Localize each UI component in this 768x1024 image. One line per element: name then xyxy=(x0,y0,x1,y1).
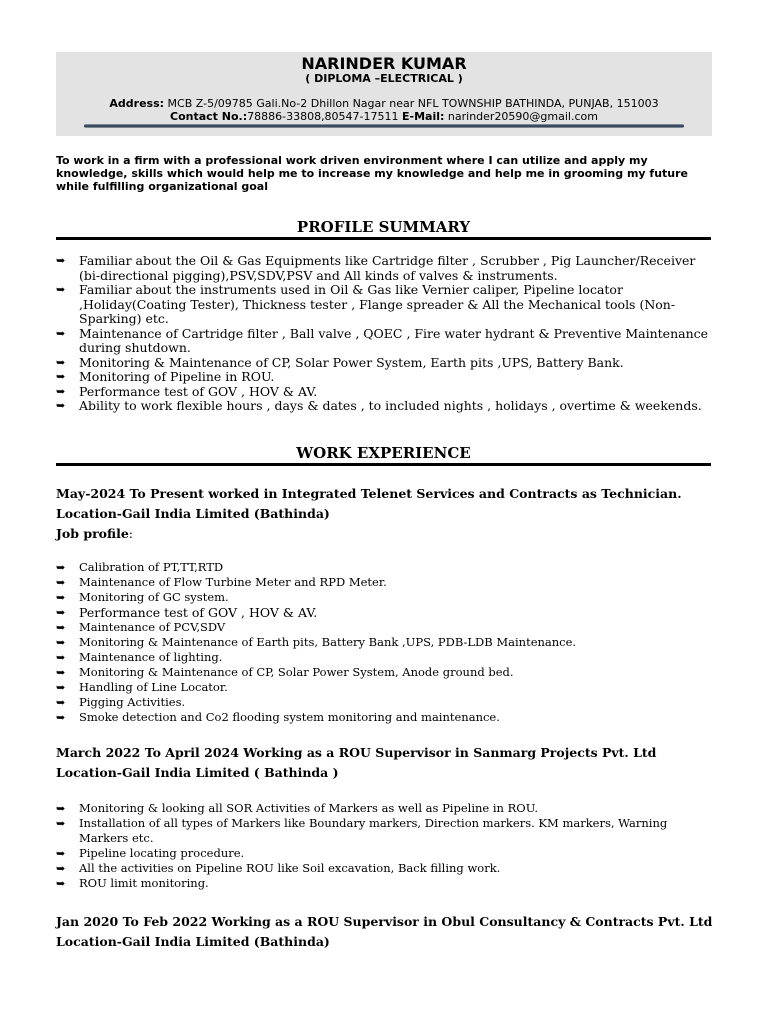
career-objective: To work in a firm with a professional work driven environment where I can utilize and apply my knowledge, skills which would help me to increase my knowledge and help me in grooming my future while fulfilling organizational goal xyxy=(56,154,689,193)
list-item: ➥ Familiar about the instruments used in Oil & Gas like Vernier caliper, Pipeline locator ,Holiday(Coating Tester), Thickness tester , Flange spreader & All the Mechanical tools (Non-Sparking) etc. xyxy=(56,282,676,326)
arrow-bullet-icon: ➥ xyxy=(56,355,66,369)
work-experience-title: WORK EXPERIENCE xyxy=(296,444,471,462)
list-item: ➥ Monitoring & Maintenance of CP, Solar Power System, Anode ground bed. xyxy=(56,665,514,679)
job-title: May-2024 To Present worked in Integrated Telenet Services and Contracts as Technician. xyxy=(56,486,682,501)
list-item: ➥ Maintenance of PCV,SDV xyxy=(56,620,226,634)
list-item: ➥ ROU limit monitoring. xyxy=(56,876,209,890)
arrow-bullet-icon: ➥ xyxy=(56,384,66,398)
header-divider xyxy=(84,124,684,128)
contact-value: 78886-33808,80547-17511 xyxy=(247,110,403,123)
job-title: March 2022 To April 2024 Working as a ROU Supervisor in Sanmarg Projects Pvt. Ltd Location-Gail India Limited ( Bathinda ) xyxy=(56,745,657,780)
job-location: Location-Gail India Limited (Bathinda) xyxy=(56,506,330,521)
arrow-bullet-icon: ➥ xyxy=(56,862,66,875)
arrow-bullet-icon: ➥ xyxy=(56,591,66,604)
arrow-bullet-icon: ➥ xyxy=(56,651,66,664)
list-item: ➥ Maintenance of lighting. xyxy=(56,650,223,664)
email-label: E-Mail: xyxy=(402,110,445,123)
arrow-bullet-icon: ➥ xyxy=(56,576,66,589)
list-item: ➥ Maintenance of Cartridge filter , Ball valve , QOEC , Fire water hydrant & Preventive Maintenance during shutdown. xyxy=(56,325,709,355)
arrow-bullet-icon: ➥ xyxy=(56,283,66,296)
job-1-heading xyxy=(56,484,716,544)
list-item: ➥ Performance test of GOV , HOV & AV. xyxy=(56,383,318,399)
profile-summary-title: PROFILE SUMMARY xyxy=(296,218,471,236)
list-item: ➥ Monitoring of GC system. xyxy=(56,590,229,604)
list-item: ➥ Monitoring & Maintenance of Earth pits, Battery Bank ,UPS, PDB-LDB Maintenance. xyxy=(56,635,577,649)
arrow-bullet-icon: ➥ xyxy=(56,666,66,679)
job-profile-label: Job profile: xyxy=(56,526,134,541)
list-item: ➥ Ability to work flexible hours , days & dates , to included nights , holidays , overtime & weekends. xyxy=(56,398,702,413)
list-item: ➥ Performance test of GOV , HOV & AV. xyxy=(56,605,318,620)
job-location: Location-Gail India Limited (Bathinda) xyxy=(56,934,330,949)
list-item: ➥ Monitoring & looking all SOR Activities of Markers as well as Pipeline in ROU. xyxy=(56,801,538,815)
email-value: narinder20590@gmail.com xyxy=(444,110,598,123)
arrow-bullet-icon: ➥ xyxy=(56,711,66,724)
arrow-bullet-icon: ➥ xyxy=(56,636,66,649)
arrow-bullet-icon: ➥ xyxy=(56,817,66,830)
arrow-bullet-icon: ➥ xyxy=(56,326,66,340)
address-value: MCB Z-5/09785 Gali.No-2 Dhillon Nagar near NFL TOWNSHIP BATHINDA, PUNJAB, 151003 xyxy=(164,97,659,110)
list-item: ➥ Pipeline locating procedure. xyxy=(56,846,245,860)
arrow-bullet-icon: ➥ xyxy=(56,254,66,267)
address-label: Address: xyxy=(109,97,165,110)
contact-label: Contact No.: xyxy=(170,110,248,123)
job-title: Jan 2020 To Feb 2022 Working as a ROU Supervisor in Obul Consultancy & Contracts Pvt. Ltd xyxy=(56,914,713,929)
list-item: ➥ Monitoring of Pipeline in ROU. xyxy=(56,369,275,384)
address-line xyxy=(56,97,712,110)
arrow-bullet-icon: ➥ xyxy=(56,877,66,890)
arrow-bullet-icon: ➥ xyxy=(56,606,66,619)
job-1-duties-list xyxy=(56,560,716,725)
list-item: ➥ Smoke detection and Co2 flooding system monitoring and maintenance. xyxy=(56,710,500,724)
arrow-bullet-icon: ➥ xyxy=(56,621,66,634)
list-item: ➥ Calibration of PT,TT,RTD xyxy=(56,560,224,574)
arrow-bullet-icon: ➥ xyxy=(56,561,66,574)
arrow-bullet-icon: ➥ xyxy=(56,399,66,412)
list-item: ➥ Maintenance of Flow Turbine Meter and RPD Meter. xyxy=(56,575,387,589)
job-2-heading xyxy=(56,743,716,783)
resume-header xyxy=(56,52,712,136)
list-item: ➥ Installation of all types of Markers like Boundary markers, Direction markers. KM markers, Warning Markers etc. xyxy=(56,816,668,845)
qualification: ( DIPLOMA –ELECTRICAL ) xyxy=(305,72,463,85)
arrow-bullet-icon: ➥ xyxy=(56,802,66,815)
job-2-duties-list xyxy=(56,801,716,891)
list-item: ➥ Monitoring & Maintenance of CP, Solar Power System, Earth pits ,UPS, Battery Bank. xyxy=(56,354,624,370)
list-item: ➥ Handling of Line Locator. xyxy=(56,680,228,694)
candidate-name: NARINDER KUMAR xyxy=(301,54,467,73)
list-item: ➥ All the activities on Pipeline ROU like Soil excavation, Back filling work. xyxy=(56,861,501,875)
arrow-bullet-icon: ➥ xyxy=(56,696,66,709)
work-experience-divider xyxy=(56,463,711,466)
profile-summary-list xyxy=(56,254,716,414)
arrow-bullet-icon: ➥ xyxy=(56,681,66,694)
profile-summary-divider xyxy=(56,237,711,240)
arrow-bullet-icon: ➥ xyxy=(56,370,66,383)
arrow-bullet-icon: ➥ xyxy=(56,847,66,860)
job-3-heading xyxy=(56,912,716,952)
list-item: ➥ Pigging Activities. xyxy=(56,695,186,709)
list-item: ➥ Familiar about the Oil & Gas Equipments like Cartridge filter , Scrubber , Pig Launcher/Receiver (bi-directional pigging),PSV,SDV,PSV and All kinds of valves & instruments. xyxy=(56,253,696,283)
contact-line xyxy=(56,110,712,123)
